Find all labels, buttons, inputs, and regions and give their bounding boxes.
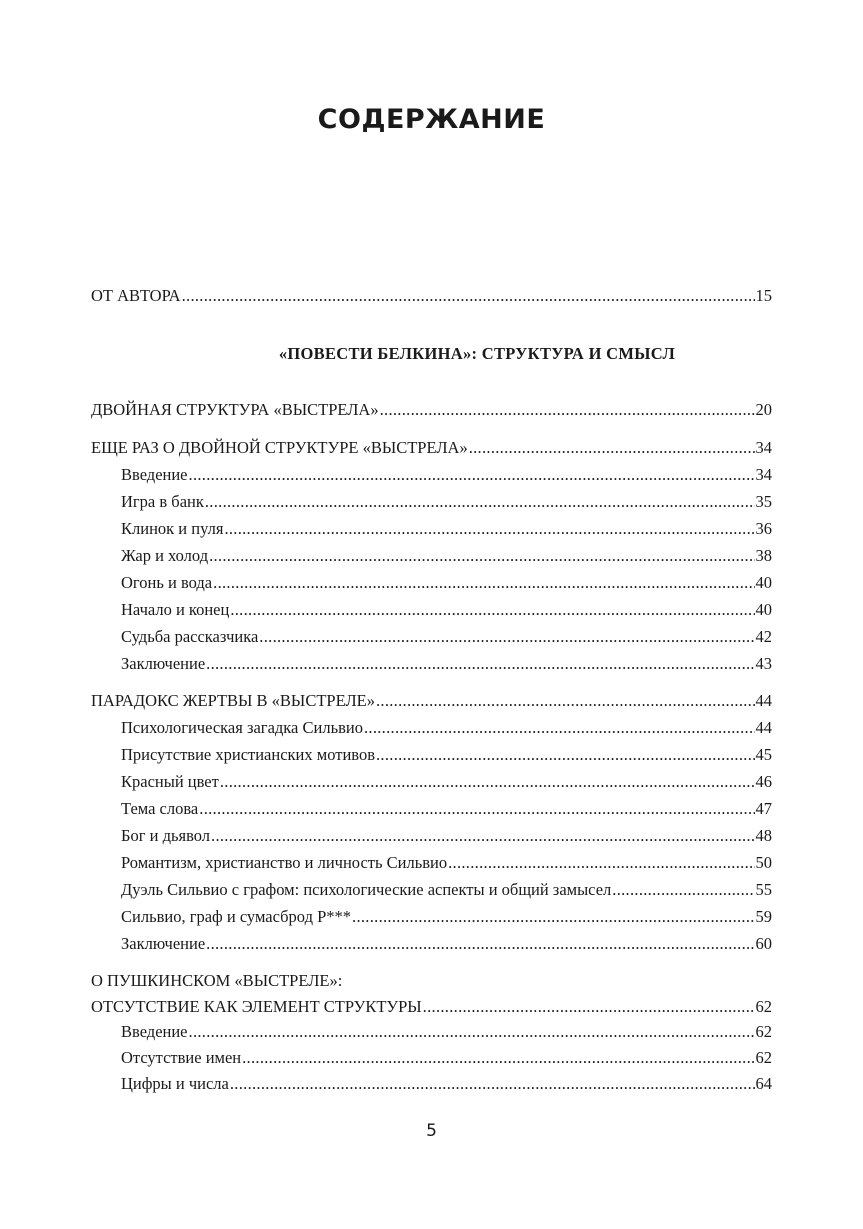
toc-entry-label: Судьба рассказчика [121,627,259,646]
toc-entry-page: 64 [755,1074,772,1093]
toc-entry-label: Огонь и вода [121,573,213,592]
toc-entry-page: 60 [755,934,772,953]
toc-entry-page: 34 [755,438,772,457]
page-title: СОДЕРЖАНИЕ [317,104,546,135]
toc-subentry[interactable] [121,825,772,847]
toc-entry-label: Дуэль Сильвио с графом: психологические аспекты и общий замысел [121,880,612,899]
toc-subentry[interactable] [121,879,772,901]
toc-entry-page: 46 [755,772,772,791]
toc-entry[interactable] [91,399,772,421]
toc-subentry[interactable] [121,798,772,820]
dot-leader [189,1021,755,1043]
toc-subentry[interactable] [121,464,772,486]
toc-entry-label: Бог и дьявол [121,826,211,845]
toc-entry-page: 15 [755,286,772,305]
toc-entry[interactable] [91,437,772,459]
dot-leader [209,545,754,567]
toc-entry-page: 40 [755,600,772,619]
toc-entry-page: 35 [755,492,772,511]
dot-leader [206,653,754,675]
toc-entry-page: 38 [755,546,772,565]
dot-leader [230,1073,755,1095]
section-heading: «ПОВЕСТИ БЕЛКИНА»: СТРУКТУРА И СМЫСЛ [278,344,676,363]
dot-leader [469,437,755,459]
toc-entry-label: Цифры и числа [121,1074,229,1093]
toc-entry-label: Введение [121,1022,188,1041]
toc-entry-page: 40 [755,573,772,592]
toc-subentry[interactable] [121,545,772,567]
dot-leader [364,717,755,739]
toc-entry-page: 45 [755,745,772,764]
dot-leader [423,996,755,1018]
toc-subentry[interactable] [121,491,772,513]
toc-subentry[interactable] [121,1047,772,1069]
toc-entry-label: Игра в банк [121,492,204,511]
dot-leader [206,933,754,955]
dot-leader [352,906,754,928]
page-number: 5 [426,1121,437,1141]
dot-leader [259,626,754,648]
toc-subentry[interactable] [121,744,772,766]
toc-entry-label: Романтизм, христианство и личность Сильвио [121,853,448,872]
toc-entry-page: 62 [755,997,772,1016]
toc-entry-page: 20 [755,400,772,419]
toc-entry-page: 62 [755,1022,772,1041]
dot-leader [205,491,755,513]
dot-leader [230,599,754,621]
toc-subentry[interactable] [121,1073,772,1095]
toc-entry-label: Клинок и пуля [121,519,224,538]
toc-entry-label: Введение [121,465,188,484]
toc-entry[interactable] [91,690,772,712]
toc-entry-label: Жар и холод [121,546,209,565]
toc-subentry[interactable] [121,1021,772,1043]
toc-subentry[interactable] [121,518,772,540]
toc-entry-page: 44 [755,718,772,737]
toc-entry-label: Присутствие христианских мотивов [121,745,375,764]
toc-entry-label: Начало и конец [121,600,230,619]
dot-leader [199,798,754,820]
toc-entry-label: ЕЩЕ РАЗ О ДВОЙНОЙ СТРУКТУРЕ «ВЫСТРЕЛА» [91,438,468,457]
toc-entry-page: 36 [755,519,772,538]
dot-leader [211,825,754,847]
toc-subentry[interactable] [121,599,772,621]
dot-leader [448,852,754,874]
toc-entry-label: Отсутствие имен [121,1048,242,1067]
toc-entry-label: ДВОЙНАЯ СТРУКТУРА «ВЫСТРЕЛА» [91,400,379,419]
dot-leader [380,399,755,421]
toc-entry-page: 44 [755,691,772,710]
dot-leader [612,879,754,901]
toc-entry-page: 42 [755,627,772,646]
toc-entry-ot-avtora[interactable] [91,285,772,307]
toc-entry-label: Тема слова [121,799,199,818]
toc-entry-page: 59 [755,907,772,926]
toc-subentry[interactable] [121,852,772,874]
toc-subentry[interactable] [121,572,772,594]
dot-leader [220,771,755,793]
toc-entry-label: ОТ АВТОРА [91,286,181,305]
toc-entry-page: 34 [755,465,772,484]
dot-leader [224,518,754,540]
toc-subentry[interactable] [121,717,772,739]
toc-entry-page: 43 [755,654,772,673]
toc-entry-label: Заключение [121,654,206,673]
toc-subentry[interactable] [121,653,772,675]
toc-entry-label: Заключение [121,934,206,953]
toc-entry-page: 50 [755,853,772,872]
dot-leader [213,572,754,594]
toc-subentry[interactable] [121,906,772,928]
dot-leader [376,744,755,766]
dot-leader [182,285,755,307]
toc-entry-label: ПАРАДОКС ЖЕРТВЫ В «ВЫСТРЕЛЕ» [91,691,375,710]
toc-entry-page: 55 [755,880,772,899]
toc-entry[interactable] [91,996,772,1018]
toc-entry-label: Психологическая загадка Сильвио [121,718,363,737]
toc-entry-label: ОТСУТСТВИЕ КАК ЭЛЕМЕНТ СТРУКТУРЫ [91,997,422,1016]
toc-entry-page: 48 [755,826,772,845]
toc-entry-page: 62 [755,1048,772,1067]
toc-subentry[interactable] [121,933,772,955]
dot-leader [189,464,755,486]
toc-subentry[interactable] [121,626,772,648]
dot-leader [242,1047,754,1069]
toc-entry-label: Красный цвет [121,772,219,791]
toc-entry-label-line1: О ПУШКИНСКОМ «ВЫСТРЕЛЕ»: [91,971,343,990]
toc-entry-label: Сильвио, граф и сумасброд Р*** [121,907,352,926]
toc-entry-page: 47 [755,799,772,818]
toc-subentry[interactable] [121,771,772,793]
dot-leader [376,690,755,712]
